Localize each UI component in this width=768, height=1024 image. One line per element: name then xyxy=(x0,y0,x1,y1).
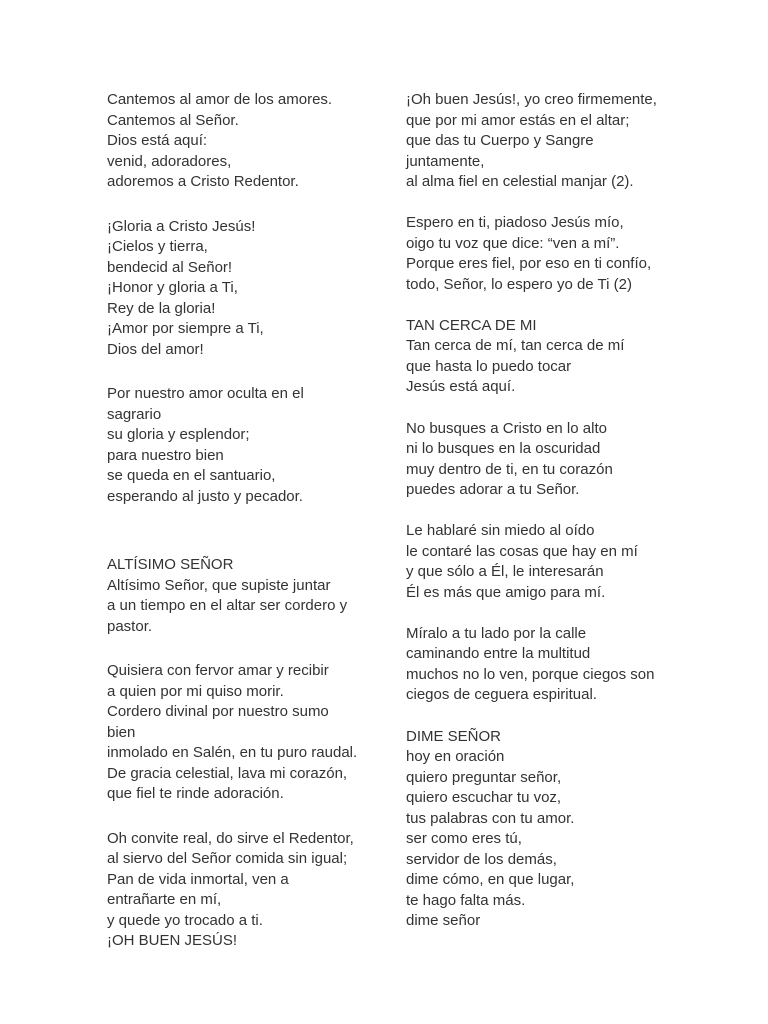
text-line: oigo tu voz que dice: “ven a mí”. xyxy=(406,234,620,252)
blank-line xyxy=(107,360,377,384)
text-line: Porque eres fiel, por eso en ti confío, xyxy=(406,255,652,273)
text-line: caminando entre la multitud xyxy=(406,645,591,663)
text-line: ¡Gloria a Cristo Jesús! xyxy=(107,217,256,235)
text-line: ¡Amor por siempre a Ti, xyxy=(107,320,264,337)
text-line: y quede yo trocado a ti. xyxy=(107,911,263,929)
text-line: TAN CERCA DE MI xyxy=(406,316,537,334)
text-line: se queda en el santuario, xyxy=(107,467,276,484)
text-line: muchos no lo ven, porque ciegos son xyxy=(406,665,655,683)
text-line: De gracia celestial, lava mi corazón, xyxy=(107,764,348,782)
right-text-column xyxy=(406,90,676,932)
text-line: le contaré las cosas que hay en mí xyxy=(406,542,638,560)
text-line: Oh convite real, do sirve el Redentor, xyxy=(107,829,354,847)
text-line: al siervo del Señor comida sin igual; xyxy=(107,850,348,867)
text-line: Cantemos al amor de los amores. xyxy=(107,91,333,108)
blank-line xyxy=(406,501,676,522)
text-line: pastor. xyxy=(107,617,153,635)
text-line: bien xyxy=(107,723,136,741)
blank-line xyxy=(107,805,377,829)
text-line: te hago falta más. xyxy=(406,891,526,909)
text-line: hoy en oración xyxy=(406,748,505,766)
text-line: entrañarte en mí, xyxy=(107,891,222,908)
text-line: para nuestro bien xyxy=(107,446,224,464)
text-line: ¡OH BUEN JESÚS! xyxy=(107,932,238,949)
text-line: Por nuestro amor oculta en el xyxy=(107,385,304,402)
text-line: ciegos de ceguera espiritual. xyxy=(406,686,597,704)
text-line: al alma fiel en celestial manjar (2). xyxy=(406,173,634,190)
text-line: No busques a Cristo en lo alto xyxy=(406,419,607,437)
text-line: a un tiempo en el altar ser cordero y xyxy=(107,597,348,614)
text-line: ser como eres tú, xyxy=(406,830,522,848)
text-line: servidor de los demás, xyxy=(406,850,557,868)
text-line: esperando al justo y pecador. xyxy=(107,487,303,505)
text-line: Cantemos al Señor. xyxy=(107,111,239,129)
text-line: dime cómo, en que lugar, xyxy=(406,871,575,889)
text-line: quiero escuchar tu voz, xyxy=(406,789,562,807)
blank-line xyxy=(406,193,676,214)
text-line: Le hablaré sin miedo al oído xyxy=(406,522,595,540)
text-line: Espero en ti, piadoso Jesús mío, xyxy=(406,214,624,232)
text-line: su gloria y esplendor; xyxy=(107,426,250,443)
text-line: Cordero divinal por nuestro sumo xyxy=(107,703,329,720)
blank-line xyxy=(406,706,676,727)
text-line: muy dentro de ti, en tu corazón xyxy=(406,460,613,478)
text-line: ni lo busques en la oscuridad xyxy=(406,440,601,458)
text-line: adoremos a Cristo Redentor. xyxy=(107,173,299,190)
text-line: que por mi amor estás en el altar; xyxy=(406,111,630,129)
text-line: venid, adoradores, xyxy=(107,152,232,170)
blank-line xyxy=(107,637,377,661)
text-line: Él es más que amigo para mí. xyxy=(406,583,606,601)
blank-line xyxy=(107,507,377,531)
text-line: sagrario xyxy=(107,405,162,423)
text-line: Altísimo Señor, que supiste juntar xyxy=(107,576,331,594)
blank-line xyxy=(406,398,676,419)
left-text-column xyxy=(107,90,377,952)
text-line: ¡Cielos y tierra, xyxy=(107,238,208,255)
text-line: Tan cerca de mí, tan cerca de mí xyxy=(406,337,625,355)
text-line: dime señor xyxy=(406,912,481,930)
text-line: que fiel te rinde adoración. xyxy=(107,785,284,802)
blank-line xyxy=(406,295,676,316)
text-line: Rey de la gloria! xyxy=(107,299,216,317)
text-line: bendecid al Señor! xyxy=(107,258,233,276)
blank-line xyxy=(107,531,377,555)
text-line: a quien por mi quiso morir. xyxy=(107,682,284,700)
text-line: tus palabras con tu amor. xyxy=(406,809,575,827)
text-line: ¡Oh buen Jesús!, yo creo firmemente, xyxy=(406,91,657,108)
text-line: Quisiera con fervor amar y recibir xyxy=(107,662,329,679)
text-line: ALTÍSIMO SEÑOR xyxy=(107,556,234,573)
text-line: inmolado en Salén, en tu puro raudal. xyxy=(107,744,358,761)
blank-line xyxy=(406,603,676,624)
text-line: y que sólo a Él, le interesarán xyxy=(406,563,604,581)
blank-line xyxy=(107,193,377,217)
text-line: Pan de vida inmortal, ven a xyxy=(107,870,289,888)
text-line: quiero preguntar señor, xyxy=(406,768,562,786)
text-line: que das tu Cuerpo y Sangre xyxy=(406,132,594,149)
text-line: Jesús está aquí. xyxy=(406,378,516,396)
text-line: juntamente, xyxy=(406,152,485,170)
text-line: puedes adorar a tu Señor. xyxy=(406,481,580,499)
text-line: todo, Señor, lo espero yo de Ti (2) xyxy=(406,275,632,293)
text-line: Dios del amor! xyxy=(107,340,204,358)
text-line: DIME SEÑOR xyxy=(406,727,502,745)
text-line: ¡Honor y gloria a Ti, xyxy=(107,279,238,296)
text-line: Míralo a tu lado por la calle xyxy=(406,624,587,642)
text-line: Dios está aquí: xyxy=(107,132,208,149)
text-line: que hasta lo puedo tocar xyxy=(406,357,572,375)
